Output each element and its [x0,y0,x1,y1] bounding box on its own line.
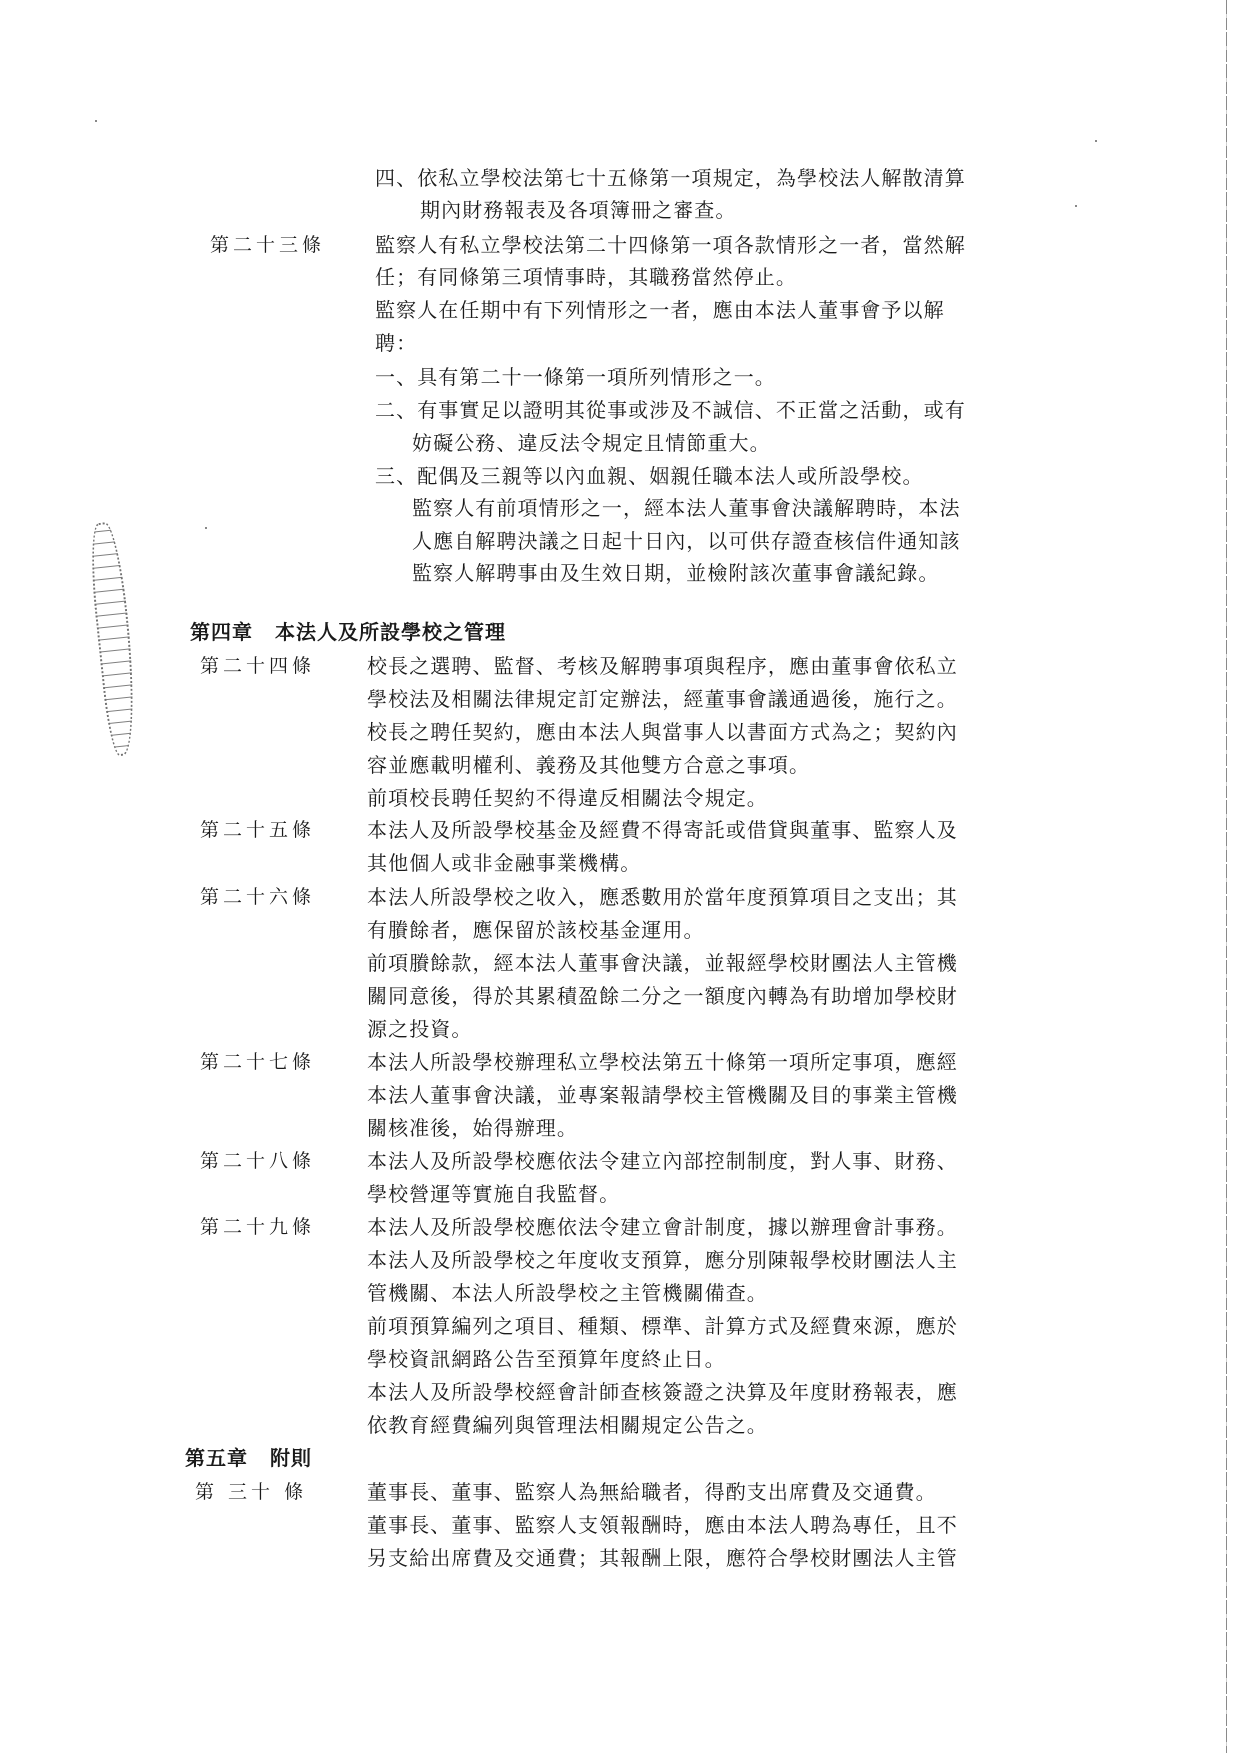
article-text-line: 前項校長聘任契約不得違反相關法令規定。 [367,786,768,810]
article-text-line: 本法人所設學校辦理私立學校法第五十條第一項所定事項，應經 [367,1050,958,1074]
scan-speck [1075,205,1077,207]
article-text-line: 源之投資。 [367,1017,473,1041]
article-text-line: 聘： [375,331,418,355]
article-text-line: 前項預算編列之項目、種類、標準、計算方式及經費來源，應於 [367,1314,958,1338]
article-text-line: 妨礙公務、違反法令規定且情節重大。 [412,431,771,455]
article-text-line: 關同意後，得於其累積盈餘二分之一額度內轉為有助增加學校財 [367,984,958,1008]
article-text-line: 三、配偶及三親等以內血親、姻親任職本法人或所設學校。 [375,464,924,488]
article-text-line: 監察人解聘事由及生效日期，並檢附該次董事會議紀錄。 [412,561,940,585]
article-text-line: 管機關、本法人所設學校之主管機關備查。 [367,1281,768,1305]
article-text-line: 監察人有前項情形之一，經本法人董事會決議解聘時，本法 [412,496,961,520]
list-item-text: 期內財務報表及各項簿冊之審查。 [420,198,737,222]
article-text-line: 校長之選聘、監督、考核及解聘事項與程序，應由董事會依私立 [367,654,958,678]
scan-speck [205,527,207,529]
article-text-line: 容並應載明權利、義務及其他雙方合意之事項。 [367,753,811,777]
article-text-line: 董事長、董事、監察人支領報酬時，應由本法人聘為專任，且不 [367,1513,958,1537]
scan-speck [95,120,97,122]
article-number-label: 第二十九條 [200,1216,316,1238]
chapter-title: 本法人及所設學校之管理 [275,620,506,644]
article-number-label: 第二十七條 [200,1051,316,1073]
article-text-line: 本法人所設學校之收入，應悉數用於當年度預算項目之支出；其 [367,885,958,909]
chapter-heading [190,620,506,644]
article-text-line: 學校法及相關法律規定訂定辦法，經董事會議通過後，施行之。 [367,687,958,711]
list-item-text: 四、依私立學校法第七十五條第一項規定，為學校法人解散清算 [375,166,966,190]
article-text-line: 另支給出席費及交通費；其報酬上限，應符合學校財團法人主管 [367,1546,958,1570]
article-number-label: 第二十六條 [200,886,316,908]
article-text-line: 本法人及所設學校應依法令建立內部控制制度，對人事、財務、 [367,1149,958,1173]
article-number-label: 第二十三條 [210,234,326,256]
article-text-line: 依教育經費編列與管理法相關規定公告之。 [367,1413,768,1437]
article-text-line: 本法人及所設學校經會計師查核簽證之決算及年度財務報表，應 [367,1380,958,1404]
article-text-line: 一、具有第二十一條第一項所列情形之一。 [375,365,776,389]
article-text-line: 學校資訊網路公告至預算年度終止日。 [367,1347,726,1371]
article-text-line: 監察人有私立學校法第二十四條第一項各款情形之一者，當然解 [375,233,966,257]
chapter-heading [185,1446,312,1470]
article-text-line: 二、有事實足以證明其從事或涉及不誠信、不正當之活動，或有 [375,398,966,422]
article-number-label: 第 三十 條 [195,1481,308,1503]
article-text-line: 學校營運等實施自我監督。 [367,1182,621,1206]
scan-edge-line [1226,0,1227,1753]
chapter-number: 第五章 [185,1446,248,1470]
article-text-line: 本法人及所設學校應依法令建立會計制度，據以辦理會計事務。 [367,1215,958,1239]
article-number-label: 第二十八條 [200,1150,316,1172]
article-number-label: 第二十五條 [200,819,316,841]
article-text-line: 本法人及所設學校基金及經費不得寄託或借貸與董事、監察人及 [367,818,958,842]
article-text-line: 有賸餘者，應保留於該校基金運用。 [367,918,705,942]
chapter-number: 第四章 [190,620,253,644]
article-text-line: 本法人及所設學校之年度收支預算，應分別陳報學校財團法人主 [367,1248,958,1272]
chapter-title: 附則 [270,1446,312,1470]
article-text-line: 關核准後，始得辦理。 [367,1116,578,1140]
article-text-line: 董事長、董事、監察人為無給職者，得酌支出席費及交通費。 [367,1480,937,1504]
article-text-line: 本法人董事會決議，並專案報請學校主管機關及目的事業主管機 [367,1083,958,1107]
article-text-line: 其他個人或非金融事業機構。 [367,851,642,875]
article-text-line: 監察人在任期中有下列情形之一者，應由本法人董事會予以解 [375,298,945,322]
article-text-line: 校長之聘任契約，應由本法人與當事人以書面方式為之；契約內 [367,720,958,744]
article-text-line: 人應自解聘決議之日起十日內，以可供存證查核信件通知該 [412,529,961,553]
article-number-label: 第二十四條 [200,655,316,677]
seal-stamp-mark [86,521,142,757]
article-text-line: 前項賸餘款，經本法人董事會決議，並報經學校財團法人主管機 [367,951,958,975]
article-text-line: 任；有同條第三項情事時，其職務當然停止。 [375,265,797,289]
scan-speck [1095,140,1097,142]
